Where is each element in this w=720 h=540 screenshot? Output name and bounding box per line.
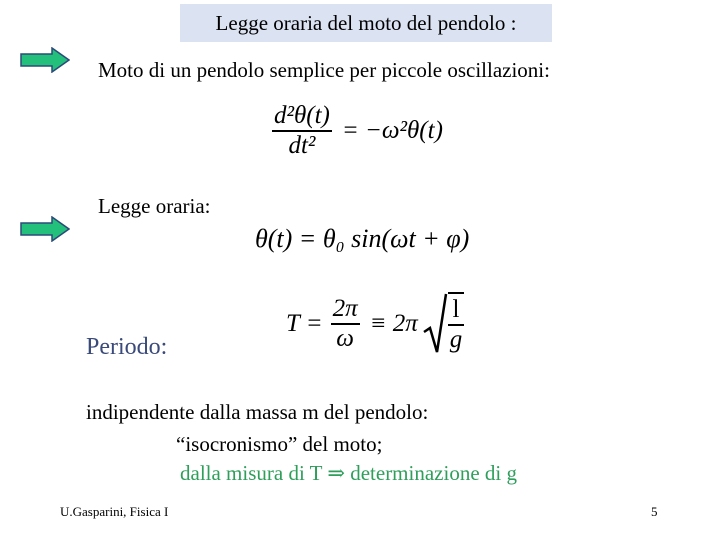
- equation-motion-fraction: [272, 102, 332, 160]
- right-arrow-icon: [20, 47, 70, 73]
- law-label: Legge oraria:: [98, 194, 211, 218]
- square-root: [422, 292, 465, 356]
- right-arrow-icon: [20, 216, 70, 242]
- root-denominator: g: [449, 326, 463, 353]
- equation-motion: [272, 102, 443, 160]
- root-numerator: l: [452, 296, 460, 323]
- equation-period-equiv: ≡ 2π: [369, 310, 418, 337]
- radical-sign-icon: [422, 292, 448, 356]
- root-fraction: [448, 292, 465, 356]
- independence-line: indipendente dalla massa m del pendolo:: [86, 400, 429, 424]
- equation-motion-denominator: dt²: [288, 132, 316, 159]
- slide-title-text: Legge oraria del moto del pendolo :: [215, 10, 517, 35]
- isochronism-line: “isocronismo” del moto;: [176, 432, 383, 456]
- equation-period-lhs: T =: [286, 310, 323, 337]
- equation-period-denominator: ω: [336, 325, 354, 352]
- slide-title: [180, 4, 552, 42]
- equation-law: θ(t) = θ₀ sin(ωt + φ): [255, 224, 470, 253]
- measure-line: dalla misura di T ⇒ determinazione di g: [180, 461, 517, 485]
- footer-author: U.Gasparini, Fisica I: [60, 504, 169, 519]
- equation-period-numerator: 2π: [332, 295, 358, 322]
- page-number: 5: [651, 504, 658, 519]
- equation-period: [286, 292, 464, 356]
- period-label: Periodo:: [86, 334, 168, 360]
- equation-motion-rhs: = −ω²θ(t): [341, 117, 443, 144]
- equation-period-fraction: [331, 295, 360, 353]
- intro-line: Moto di un pendolo semplice per piccole oscillazioni:: [98, 58, 550, 82]
- equation-motion-numerator: d²θ(t): [274, 102, 330, 129]
